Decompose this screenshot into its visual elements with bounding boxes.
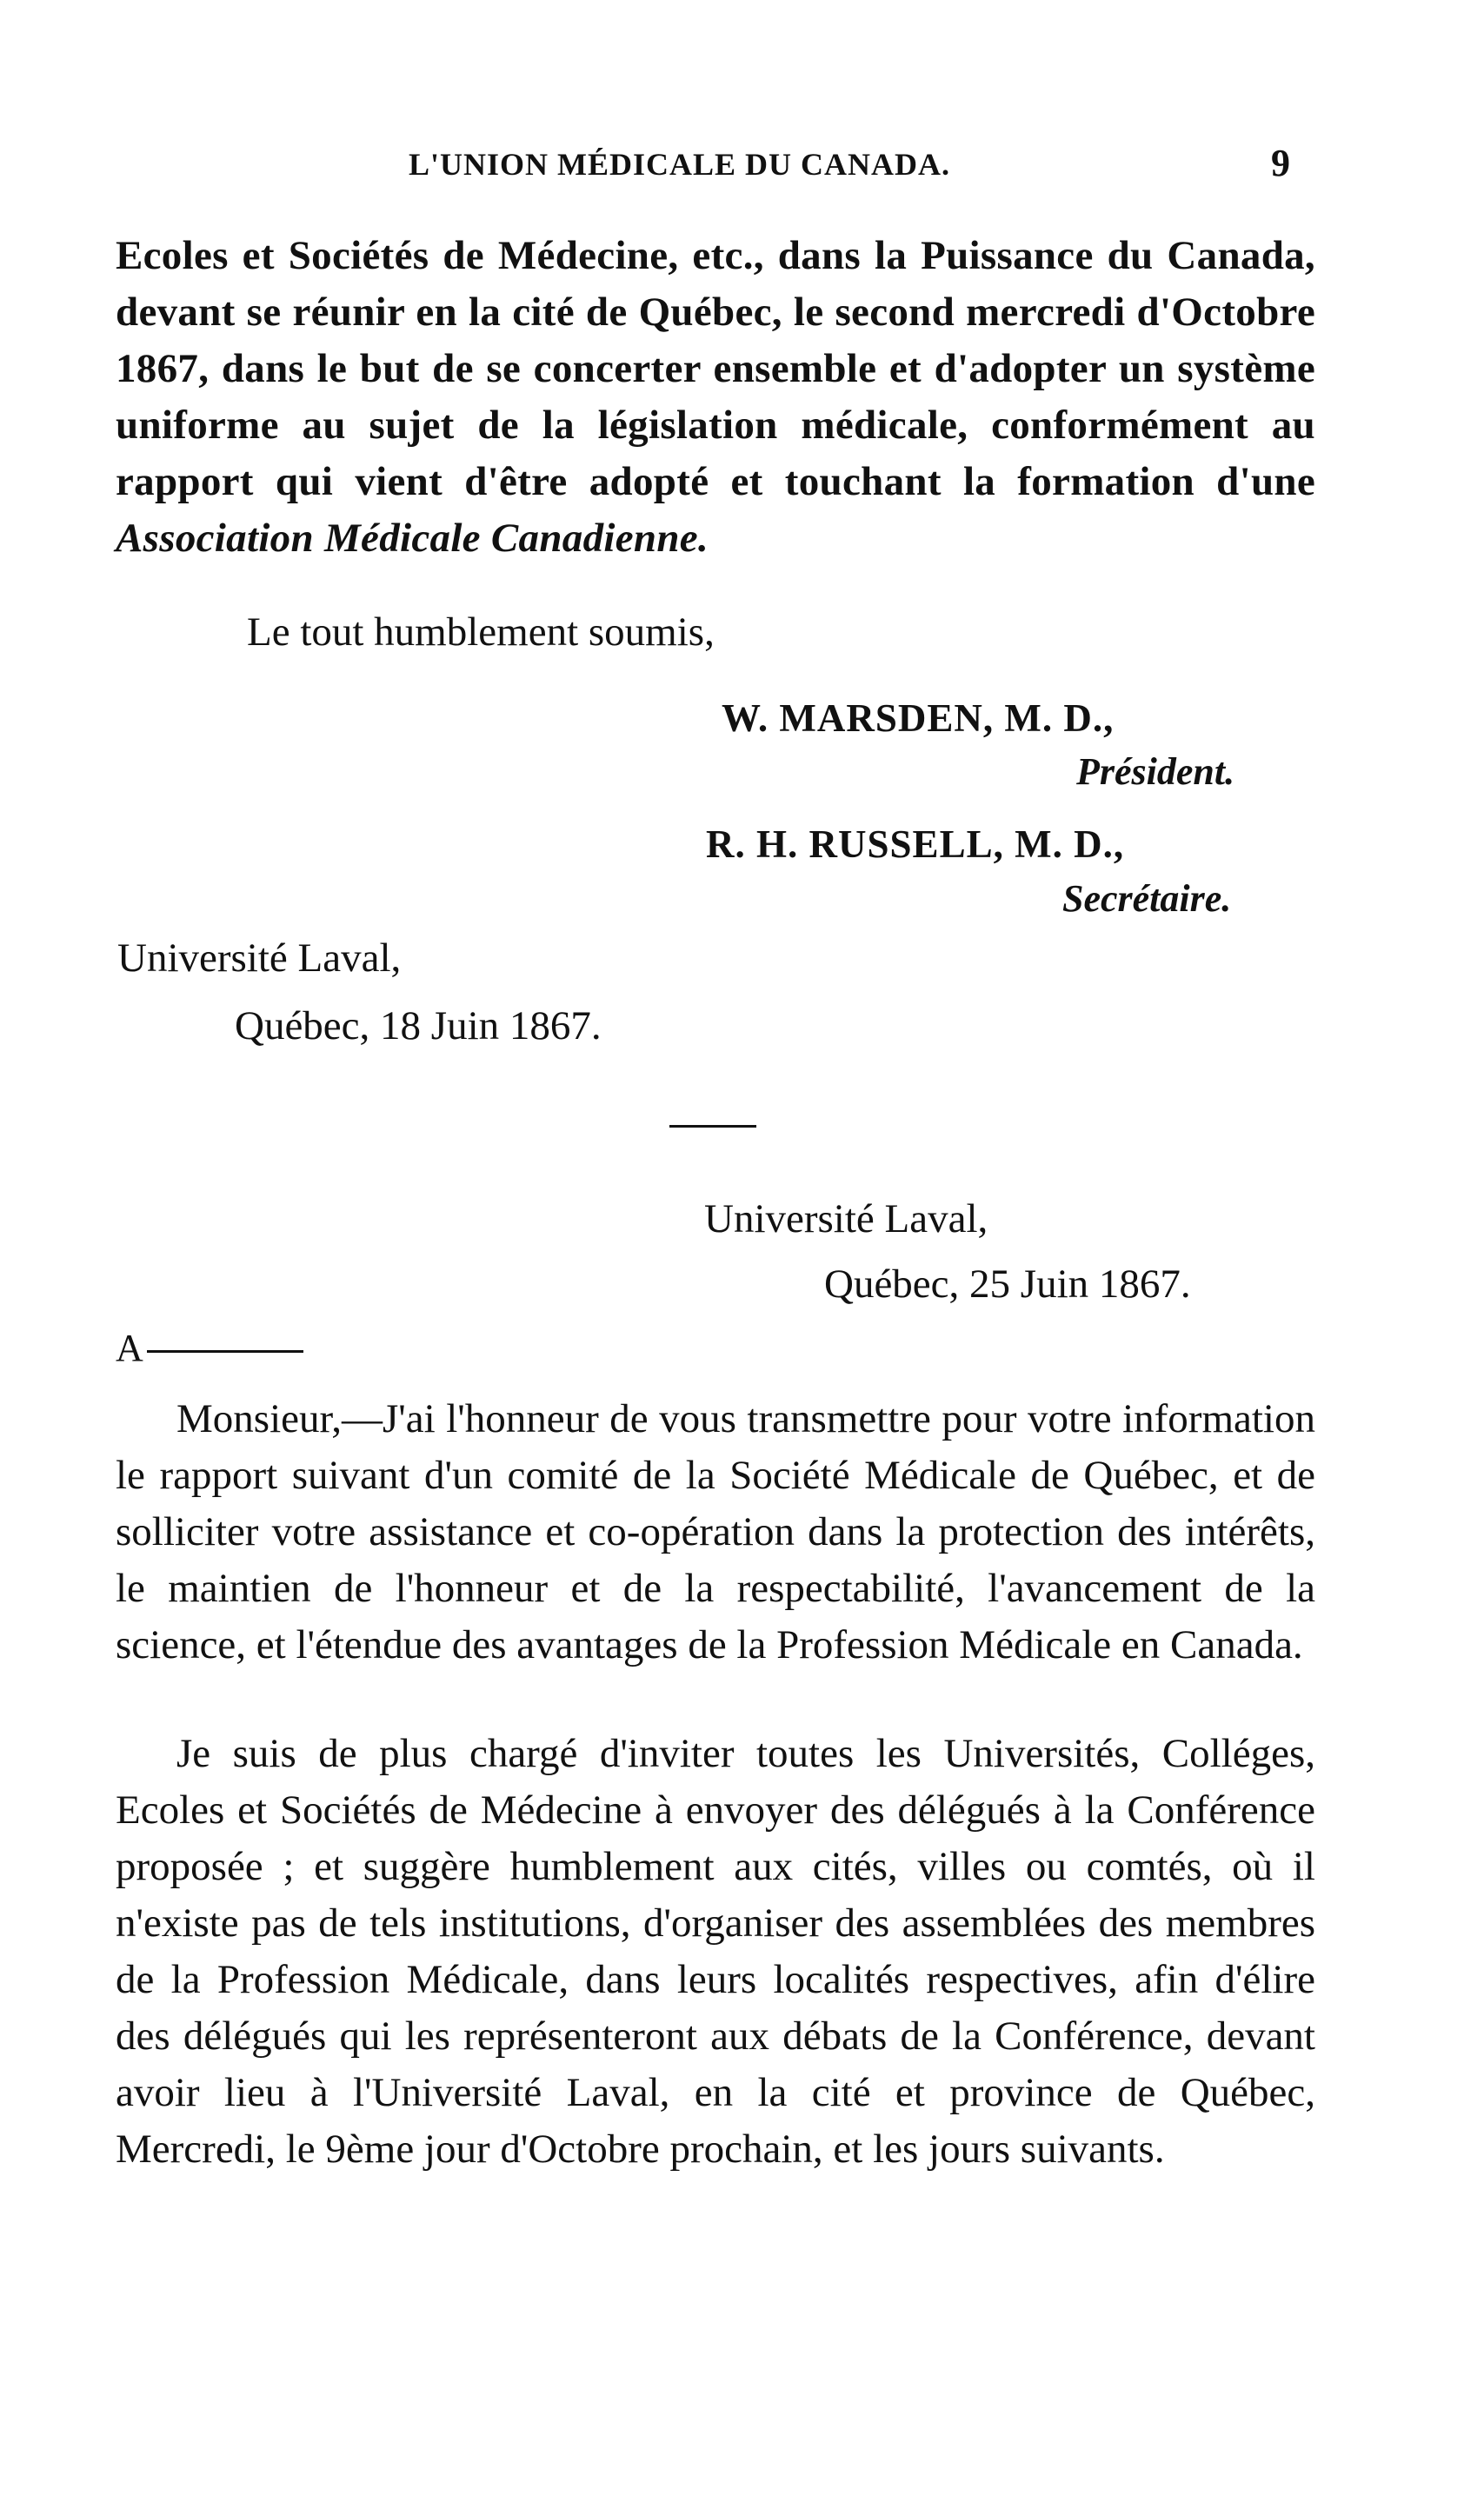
paragraph-continuation bbox=[116, 228, 1315, 567]
dateline-date-2: Québec, 25 Juin 1867. bbox=[824, 1261, 1191, 1307]
signature-title-secretary: Secrétaire. bbox=[1062, 877, 1232, 920]
addressee-label: A bbox=[116, 1327, 143, 1369]
addressee-blank bbox=[147, 1350, 303, 1353]
running-title: L'UNION MÉDICALE DU CANADA. bbox=[409, 147, 951, 182]
letter-paragraph-2: Je suis de plus chargé d'inviter toutes les Universités, Colléges, Ecoles et Sociétés de Médecine à envoyer des délégués à la Conférence proposée ; et suggère humblement aux cités, villes ou comtés, où il n'existe pas de tels institutions, d'organiser des assemblées des membres de la Profession Médicale, dans leurs localités respectives, afin d'élire des délégués qui les représenteront aux débats de la Conférence, devant avoir lieu à l'Université Laval, en la cité et province de Québec, Mercredi, le 9ème jour d'Octobre prochain, et les jours suivants. bbox=[116, 1731, 1315, 2172]
dateline-date-1: Québec, 18 Juin 1867. bbox=[235, 1003, 602, 1048]
signature-name-president: W. MARSDEN, M. D., bbox=[722, 696, 1115, 740]
association-name: Association Médicale Canadienne. bbox=[116, 516, 709, 561]
addressee-line bbox=[116, 1326, 303, 1370]
page-header bbox=[0, 142, 1484, 198]
letter-paragraph-1: Monsieur,—J'ai l'honneur de vous transmettre pour votre information le rapport suivant d'un comité de la Société Médicale de Québec, et de solliciter votre assistance et co-opération dans la protection des intérêts, le maintien de l'honneur et de la respectabilité, l'avancement de la science, et l'étendue des avantages de la Profession Médicale en Canada. bbox=[116, 1396, 1315, 1667]
signature-title-president: Président. bbox=[1076, 750, 1235, 793]
paragraph-text: Ecoles et Sociétés de Médecine, etc., dans la Puissance du Canada, devant se réunir en la cité de Québec, le second mercredi d'Octobre 1867, dans le but de se concerter ensemble et d'adopter un système uniforme au sujet de la législation médicale, conformément au rapport qui vient d'être adopté et touchant la formation d'une bbox=[116, 233, 1315, 504]
dateline-place-2: Université Laval, bbox=[704, 1196, 988, 1241]
closing-line: Le tout humblement soumis, bbox=[247, 609, 715, 655]
page-number: 9 bbox=[1271, 142, 1290, 184]
dateline-place-1: Université Laval, bbox=[117, 935, 402, 981]
signature-name-secretary: R. H. RUSSELL, M. D., bbox=[706, 822, 1125, 866]
section-divider bbox=[669, 1125, 756, 1128]
